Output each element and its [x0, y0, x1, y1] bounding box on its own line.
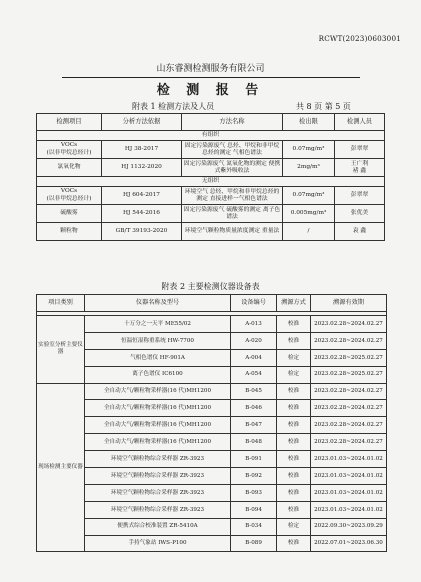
staff-cell — [335, 159, 385, 177]
instrument-name-cell: 全自动大气/颗粒物采样器(16 代)MH1200 — [85, 417, 231, 434]
report-number: RCWT(2023)0603001 — [318, 34, 401, 43]
instrument-name-cell: 气相色谱仪 HF-901A — [85, 349, 231, 366]
instrument-name-cell: 环境空气颗粒物综合采样器 ZR-3923 — [85, 451, 231, 468]
title-rule — [62, 77, 360, 78]
basis-cell: HJ 38-2017 — [102, 141, 182, 159]
instrument-name-cell: 便携式综合校准装置 ZR-5410A — [85, 518, 231, 535]
section-label: 无组织 — [37, 177, 385, 187]
report-title: 检 测 报 告 — [156, 83, 265, 98]
instruments-header-row — [37, 295, 387, 312]
section-label: 有组织 — [37, 131, 385, 141]
instrument-name-cell: 环境空气颗粒物综合采样器 ZR-3923 — [85, 468, 231, 485]
instrument-name-cell: 十万分之一天平 ME55/02 — [85, 316, 231, 333]
instruments-header-cell: 溯源有效期 — [311, 295, 387, 312]
basis-cell: HJ 1132-2020 — [102, 159, 182, 177]
instrument-row — [37, 383, 387, 400]
methods-table — [36, 113, 385, 241]
instrument-row — [37, 349, 387, 366]
device-id-cell: A-054 — [231, 366, 277, 383]
trace-method-cell: 校准 — [277, 484, 311, 501]
instrument-name-cell: 环境空气颗粒物综合采样器 ZR-3923 — [85, 484, 231, 501]
category-cell: 现场检测主要仪器 — [37, 383, 85, 552]
validity-cell: 2023.02.28~2025.02.27 — [311, 349, 387, 366]
limit-cell: / — [283, 223, 335, 241]
method-cell: 环境空气 总烃、甲烷和非甲烷总烃的测定 直接进样一气相色谱法 — [182, 187, 283, 205]
trace-method-cell: 校准 — [277, 383, 311, 400]
category-cell: 实验室分析主要仪器 — [37, 316, 85, 384]
method-cell: 固定污染源废气 氮氧化物的测定 便携式紫外吸收法 — [182, 159, 283, 177]
instrument-row — [37, 501, 387, 518]
instrument-row — [37, 468, 387, 485]
instrument-row — [37, 451, 387, 468]
instrument-row — [37, 434, 387, 451]
instrument-name-cell: 全自动大气/颗粒物采样器(16 代)MH1200 — [85, 434, 231, 451]
device-id-cell: B-048 — [231, 434, 277, 451]
instrument-name-cell: 手持气象站 IWS-P100 — [85, 535, 231, 552]
instrument-row — [37, 332, 387, 349]
item-cell — [37, 205, 102, 223]
validity-cell: 2023.02.28~2024.02.27 — [311, 332, 387, 349]
trace-method-cell: 校准 — [277, 468, 311, 485]
device-id-cell: B-034 — [231, 518, 277, 535]
item-cell — [37, 187, 102, 205]
staff-name: 褚 鑫 — [352, 167, 367, 174]
validity-cell: 2023.02.28~2024.02.27 — [311, 383, 387, 400]
instrument-row — [37, 417, 387, 434]
device-id-cell: B-089 — [231, 535, 277, 552]
validity-cell: 2023.02.28~2025.02.27 — [311, 366, 387, 383]
trace-method-cell: 检定 — [277, 349, 311, 366]
method-row — [37, 223, 385, 241]
validity-cell: 2022.07.01~2023.06.30 — [311, 535, 387, 552]
method-row — [37, 205, 385, 223]
appendix2-caption: 附表 2 主要检测仪器设备表 — [161, 282, 260, 291]
instruments-table — [36, 294, 387, 552]
device-id-cell: B-091 — [231, 451, 277, 468]
trace-method-cell: 检定 — [277, 366, 311, 383]
instrument-row — [37, 484, 387, 501]
methods-header-cell: 检出限 — [283, 114, 335, 131]
methods-header-cell: 方法名称 — [182, 114, 283, 131]
methods-header-cell: 分析方法依据 — [102, 114, 182, 131]
item-note: (以非甲烷总烃计) — [46, 195, 92, 202]
limit-cell: 0.07mg/m³ — [283, 187, 335, 205]
instrument-row — [37, 518, 387, 535]
section-row — [37, 131, 385, 141]
validity-cell: 2023.02.28~2024.02.27 — [311, 316, 387, 333]
validity-cell: 2023.01.03~2024.01.02 — [311, 501, 387, 518]
device-id-cell: A-013 — [231, 316, 277, 333]
instruments-header-cell: 溯源方式 — [277, 295, 311, 312]
trace-method-cell: 校准 — [277, 417, 311, 434]
staff-name: 袁 鑫 — [352, 228, 367, 235]
validity-cell: 2023.01.03~2024.01.02 — [311, 451, 387, 468]
appendix1-caption: 附表 1 检测方法及人员 — [132, 102, 215, 111]
device-id-cell: B-092 — [231, 468, 277, 485]
instrument-name-cell: 全自动大气/颗粒物采样器(16 代)MH1200 — [85, 383, 231, 400]
staff-cell — [335, 205, 385, 223]
methods-header-cell: 检测人员 — [335, 114, 385, 131]
instruments-header-cell: 项目类别 — [37, 295, 85, 312]
device-id-cell: B-047 — [231, 417, 277, 434]
method-cell: 环境空气颗粒物质量浓度测定 重量法 — [182, 223, 283, 241]
item-name: VOCs — [60, 141, 78, 148]
trace-method-cell: 校准 — [277, 535, 311, 552]
basis-cell: HJ 604-2017 — [102, 187, 182, 205]
staff-cell — [335, 187, 385, 205]
validity-cell: 2023.02.28~2024.02.27 — [311, 434, 387, 451]
validity-cell: 2022.09.30~2023.09.29 — [311, 518, 387, 535]
instrument-name-cell: 环境空气颗粒物综合采样器 ZR-3923 — [85, 501, 231, 518]
staff-name: 王广利 — [350, 160, 369, 167]
limit-cell: 0.07mg/m³ — [283, 141, 335, 159]
device-id-cell: B-094 — [231, 501, 277, 518]
method-row — [37, 141, 385, 159]
staff-cell — [335, 223, 385, 241]
trace-method-cell: 校准 — [277, 316, 311, 333]
instrument-row — [37, 535, 387, 552]
validity-cell: 2023.01.03~2024.01.02 — [311, 484, 387, 501]
instrument-row — [37, 366, 387, 383]
instruments-header-cell: 仪器名称及型号 — [85, 295, 231, 312]
method-cell: 固定污染源废气 总烃、甲烷和非甲烷总烃的测定 气相色谱法 — [182, 141, 283, 159]
methods-header-row — [37, 114, 385, 131]
method-row — [37, 187, 385, 205]
basis-cell: GB/T 39193-2020 — [102, 223, 182, 241]
device-id-cell: B-046 — [231, 400, 277, 417]
item-cell — [37, 223, 102, 241]
basis-cell: HJ 544-2016 — [102, 205, 182, 223]
item-name: VOCs — [60, 187, 78, 194]
device-id-cell: B-045 — [231, 383, 277, 400]
device-id-cell: B-093 — [231, 484, 277, 501]
page-info: 共 8 页 第 5 页 — [296, 102, 351, 111]
instrument-row — [37, 400, 387, 417]
instrument-name-cell: 离子色谱仪 IC6100 — [85, 366, 231, 383]
methods-header-cell: 检测项目 — [37, 114, 102, 131]
instrument-name-cell: 恒温恒湿称重系统 HW-7700 — [85, 332, 231, 349]
item-cell — [37, 159, 102, 177]
trace-method-cell: 校准 — [277, 332, 311, 349]
device-id-cell: A-004 — [231, 349, 277, 366]
instrument-row — [37, 316, 387, 333]
validity-cell: 2023.01.03~2024.01.02 — [311, 468, 387, 485]
trace-method-cell: 检定 — [277, 518, 311, 535]
item-name: 硫酸雾 — [60, 209, 78, 216]
item-name: 氯氧化物 — [57, 163, 81, 170]
item-note: (以非甲烷总烃计) — [46, 149, 92, 156]
staff-name: 彭翠翠 — [350, 146, 369, 153]
staff-cell — [335, 141, 385, 159]
method-cell: 固定污染源废气 硫酸雾的测定 离子色谱法 — [182, 205, 283, 223]
item-cell — [37, 141, 102, 159]
staff-name: 彭翠翠 — [350, 192, 369, 199]
validity-cell: 2023.02.28~2024.02.27 — [311, 417, 387, 434]
item-name: 颗粒物 — [60, 227, 78, 234]
limit-cell: 0.005mg/m³ — [283, 205, 335, 223]
validity-cell: 2023.02.28~2024.02.27 — [311, 400, 387, 417]
device-id-cell: A-020 — [231, 332, 277, 349]
staff-name: 张优美 — [350, 210, 369, 217]
section-row — [37, 177, 385, 187]
trace-method-cell: 校准 — [277, 434, 311, 451]
method-row — [37, 159, 385, 177]
trace-method-cell: 校准 — [277, 501, 311, 518]
trace-method-cell: 校准 — [277, 451, 311, 468]
company-name: 山东睿测检测服务有限公司 — [156, 64, 265, 74]
trace-method-cell: 校准 — [277, 400, 311, 417]
limit-cell: 2mg/m³ — [283, 159, 335, 177]
instrument-name-cell: 全自动大气/颗粒物采样器(16 代)MH1200 — [85, 400, 231, 417]
instruments-header-cell: 设备编号 — [231, 295, 277, 312]
